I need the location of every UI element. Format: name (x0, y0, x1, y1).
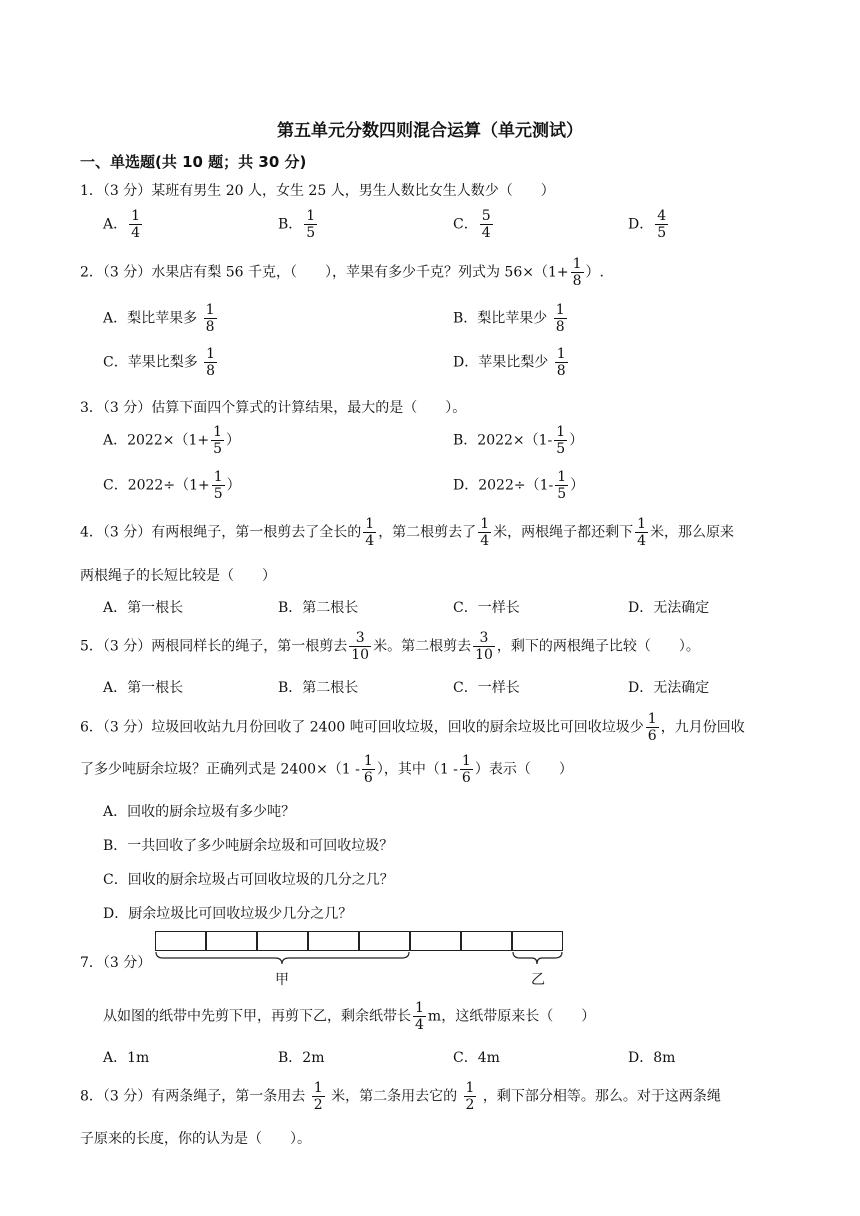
question-2-option-d[interactable]: D．苹果比梨少 $\frac{1}{8}$ (453, 346, 566, 379)
question-2-option-b[interactable]: B．梨比苹果少 $\frac{1}{8}$ (453, 302, 565, 335)
label-yi: 乙 (531, 972, 545, 988)
fraction: $\frac{1}{4}$ (637, 516, 647, 549)
brace-yi (512, 951, 564, 967)
question-8-stem-line2: 子原来的长度，你的认为是（ ）。 (80, 1131, 311, 1147)
question-3-option-d[interactable]: D．2022÷（1- $\frac{1}{5}$ ） (453, 469, 585, 502)
fraction: $\frac{1}{5}$ (213, 469, 223, 502)
fraction: $\frac{1}{2}$ (313, 1080, 323, 1113)
question-5-option-d[interactable]: D．无法确定 (628, 680, 710, 696)
fraction: $\frac{1}{6}$ (363, 753, 373, 786)
strip-segment (359, 931, 410, 951)
question-5-option-c[interactable]: C．一样长 (453, 680, 520, 696)
fraction: $\frac{1}{5}$ (306, 208, 316, 241)
fraction: $\frac{1}{5}$ (556, 424, 566, 457)
fraction: $\frac{1}{4}$ (480, 516, 490, 549)
fraction: $\frac{3}{10}$ (351, 630, 370, 663)
fraction: $\frac{1}{5}$ (557, 469, 567, 502)
strip-segment (512, 931, 563, 951)
fraction: $\frac{1}{4}$ (415, 1000, 424, 1033)
question-7-option-b[interactable]: B．2m (278, 1050, 325, 1066)
page-title: 第五单元分数四则混合运算（单元测试） (277, 121, 583, 141)
question-4-option-d[interactable]: D．无法确定 (628, 600, 710, 616)
fraction: $\frac{1}{2}$ (465, 1080, 475, 1113)
question-1-option-a[interactable]: A． $\frac{1}{4}$ (103, 208, 141, 241)
question-4-option-a[interactable]: A．第一根长 (103, 600, 184, 616)
question-3-stem: 3．（3 分）估算下面四个算式的计算结果，最大的是（ ）。 (80, 400, 467, 416)
question-7-option-d[interactable]: D．8m (628, 1050, 676, 1066)
fraction: $\frac{1}{4}$ (131, 208, 141, 241)
strip-segment (308, 931, 359, 951)
question-6-stem: 6．（3 分）垃圾回收站九月份回收了 2400 吨可回收垃圾，回收的厨余垃圾比可回收垃圾少 $\frac{1}{6}$ ，九月份回收 (80, 711, 745, 744)
question-3-option-a[interactable]: A．2022×（1+ $\frac{1}{5}$ ） (103, 424, 241, 457)
fraction: $\frac{1}{6}$ (461, 753, 471, 786)
fraction: $\frac{1}{6}$ (647, 711, 657, 744)
section-heading: 一、单选题(共 10 题；共 30 分) (80, 153, 307, 171)
fraction: $\frac{1}{4}$ (365, 516, 375, 549)
fraction: $\frac{1}{8}$ (556, 346, 566, 379)
question-1-option-d[interactable]: D． $\frac{4}{5}$ (628, 208, 667, 241)
brace-jia (155, 951, 567, 967)
question-2-option-c[interactable]: C．苹果比梨多 $\frac{1}{8}$ (103, 346, 216, 379)
question-1-option-c[interactable]: C． $\frac{5}{4}$ (453, 208, 491, 241)
question-6-option-d[interactable]: D．厨余垃圾比可回收垃圾少几分之几？ (103, 906, 353, 922)
fraction: $\frac{1}{8}$ (206, 346, 216, 379)
fraction: $\frac{1}{8}$ (555, 302, 565, 335)
question-7-stem: 7．（3 分） (80, 955, 152, 971)
question-5-stem: 5．（3 分）两根同样长的绳子，第一根剪去 $\frac{3}{10}$ 米。第二根剪去 $\frac{3}{10}$ ，剩下的两根绳子比较（ ）。 (80, 630, 700, 663)
fraction: $\frac{1}{5}$ (213, 424, 223, 457)
question-4-option-c[interactable]: C．一样长 (453, 600, 520, 616)
question-4-stem-line2: 两根绳子的长短比较是（ ） (80, 568, 276, 584)
strip-segment (410, 931, 461, 951)
question-1-stem: 1．（3 分）某班有男生 20 人，女生 25 人，男生人数比女生人数少（ ） (80, 183, 555, 199)
question-5-option-b[interactable]: B．第二根长 (278, 680, 359, 696)
question-7-option-a[interactable]: A．1m (103, 1050, 150, 1066)
fraction: $\frac{1}{8}$ (572, 256, 582, 289)
question-8-stem: 8．（3 分）有两条绳子，第一条用去 $\frac{1}{2}$ 米，第二条用去它的 $\frac{1}{2}$ ，剩下部分相等。那么。对于这两条绳 (80, 1080, 721, 1113)
question-7-body: 从如图的纸带中先剪下甲，再剪下乙，剩余纸带长 $\frac{1}{4}$ m，这纸带原来长（ ） (103, 1000, 596, 1033)
question-6-option-b[interactable]: B．一共回收了多少吨厨余垃圾和可回收垃圾？ (103, 838, 394, 854)
question-6-option-c[interactable]: C．回收的厨余垃圾占可回收垃圾的几分之几？ (103, 872, 394, 888)
label-jia: 甲 (275, 972, 289, 988)
strip-segment (155, 931, 206, 951)
fraction: $\frac{1}{8}$ (205, 302, 215, 335)
question-7-option-c[interactable]: C．4m (453, 1050, 500, 1066)
strip-segment (257, 931, 308, 951)
question-2-option-a[interactable]: A．梨比苹果多 $\frac{1}{8}$ (103, 302, 215, 335)
strip-segment (206, 931, 257, 951)
question-6-stem-line2: 了多少吨厨余垃圾？正确列式是 2400×（1 - $\frac{1}{6}$ ），其中（1 - $\frac{1}{6}$ ）表示（ ） (80, 753, 573, 786)
strip-segment (461, 931, 512, 951)
question-4-stem: 4．（3 分）有两根绳子，第一根剪去了全长的 $\frac{1}{4}$ ，第二根剪去了 $\frac{1}{4}$ 米，两根绳子都还剩下 $\frac{1}{4}$ 米，那么原来 (80, 516, 735, 549)
question-3-option-c[interactable]: C．2022÷（1+ $\frac{1}{5}$ ） (103, 469, 241, 502)
question-4-option-b[interactable]: B．第二根长 (278, 600, 359, 616)
question-1-option-b[interactable]: B． $\frac{1}{5}$ (278, 208, 316, 241)
question-3-option-b[interactable]: B．2022×（1- $\frac{1}{5}$ ） (453, 424, 584, 457)
question-6-option-a[interactable]: A．回收的厨余垃圾有多少吨？ (103, 804, 296, 820)
fraction: $\frac{3}{10}$ (475, 630, 493, 663)
question-5-option-a[interactable]: A．第一根长 (103, 680, 184, 696)
fraction: $\frac{5}{4}$ (481, 208, 491, 241)
question-2-stem: 2．（3 分）水果店有梨 56 千克，（ ），苹果有多少千克？列式为 56×（1+ $\frac{1}{8}$ ）. (80, 256, 604, 289)
fraction: $\frac{4}{5}$ (657, 208, 667, 241)
